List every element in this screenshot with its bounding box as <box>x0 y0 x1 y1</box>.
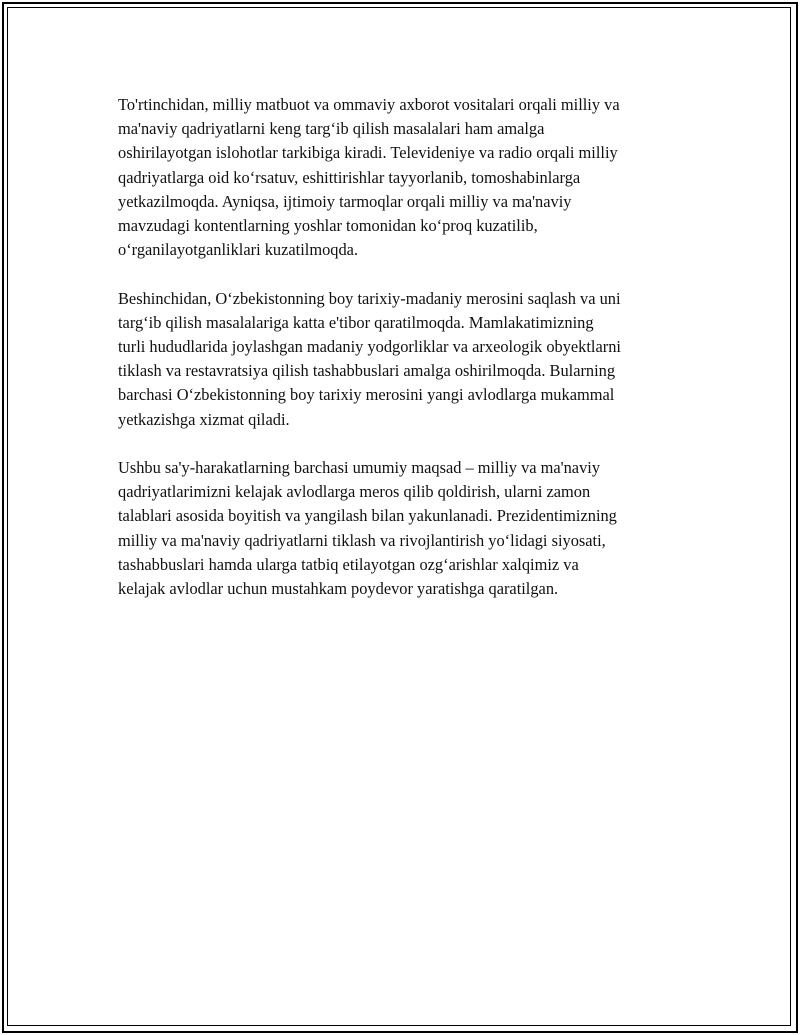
paragraph-line: qadriyatlarimizni kelajak avlodlarga meros qilib qoldirish, ularni zamon <box>118 482 591 502</box>
paragraph-line: yetkazishga xizmat qiladi. <box>118 409 290 429</box>
paragraph-line: talablari asosida boyitish va yangilash bilan yakunlanadi. Prezidentimizning <box>118 506 617 526</box>
paragraph-line: Beshinchidan, O‘zbekistonning boy tarixiy-madaniy merosini saqlash va uni <box>118 288 621 308</box>
paragraph-line: Ushbu sa'y-harakatlarning barchasi umumiy maqsad – milliy va ma'naviy <box>118 458 601 478</box>
paragraph-line: ma'naviy qadriyatlarni keng targ‘ib qilish masalalari ham amalga <box>118 119 545 139</box>
paragraph-2 <box>118 287 690 432</box>
paragraph-line: mavzudagi kontentlarning yoshlar tomonidan ko‘proq kuzatilib, <box>118 216 538 236</box>
paragraph-line: To'rtinchidan, milliy matbuot va ommaviy axborot vositalari orqali milliy va <box>118 95 620 114</box>
paragraph-line: targ‘ib qilish masalalariga katta e'tibor qaratilmoqda. Mamlakatimizning <box>118 312 594 332</box>
paragraph-line: qadriyatlarga oid ko‘rsatuv, eshittirishlar tayyorlanib, tomoshabinlarga <box>118 167 581 187</box>
document-body <box>118 93 690 625</box>
paragraph-1 <box>118 93 690 262</box>
paragraph-line: oshirilayotgan islohotlar tarkibiga kiradi. Televideniye va radio orqali milliy <box>118 143 618 163</box>
paragraph-3 <box>118 456 690 601</box>
paragraph-line: barchasi O‘zbekistonning boy tarixiy merosini yangi avlodlarga mukammal <box>118 385 615 405</box>
paragraph-line: yetkazilmoqda. Ayniqsa, ijtimoiy tarmoqlar orqali milliy va ma'naviy <box>118 191 572 211</box>
paragraph-line: tashabbuslari hamda ularga tatbiq etilayotgan ozg‘arishlar xalqimiz va <box>118 554 579 574</box>
paragraph-line: kelajak avlodlar uchun mustahkam poydevor yaratishga qaratilgan. <box>118 579 559 599</box>
paragraph-line: milliy va ma'naviy qadriyatlarni tiklash va rivojlantirish yo‘lidagi siyosati, <box>118 530 606 550</box>
paragraph-line: turli hududlarida joylashgan madaniy yodgorliklar va arxeologik obyektlarni <box>118 337 621 357</box>
paragraph-line: o‘rganilayotganliklari kuzatilmoqda. <box>118 240 359 260</box>
paragraph-line: tiklash va restavratsiya qilish tashabbuslari amalga oshirilmoqda. Bularning <box>118 361 616 381</box>
